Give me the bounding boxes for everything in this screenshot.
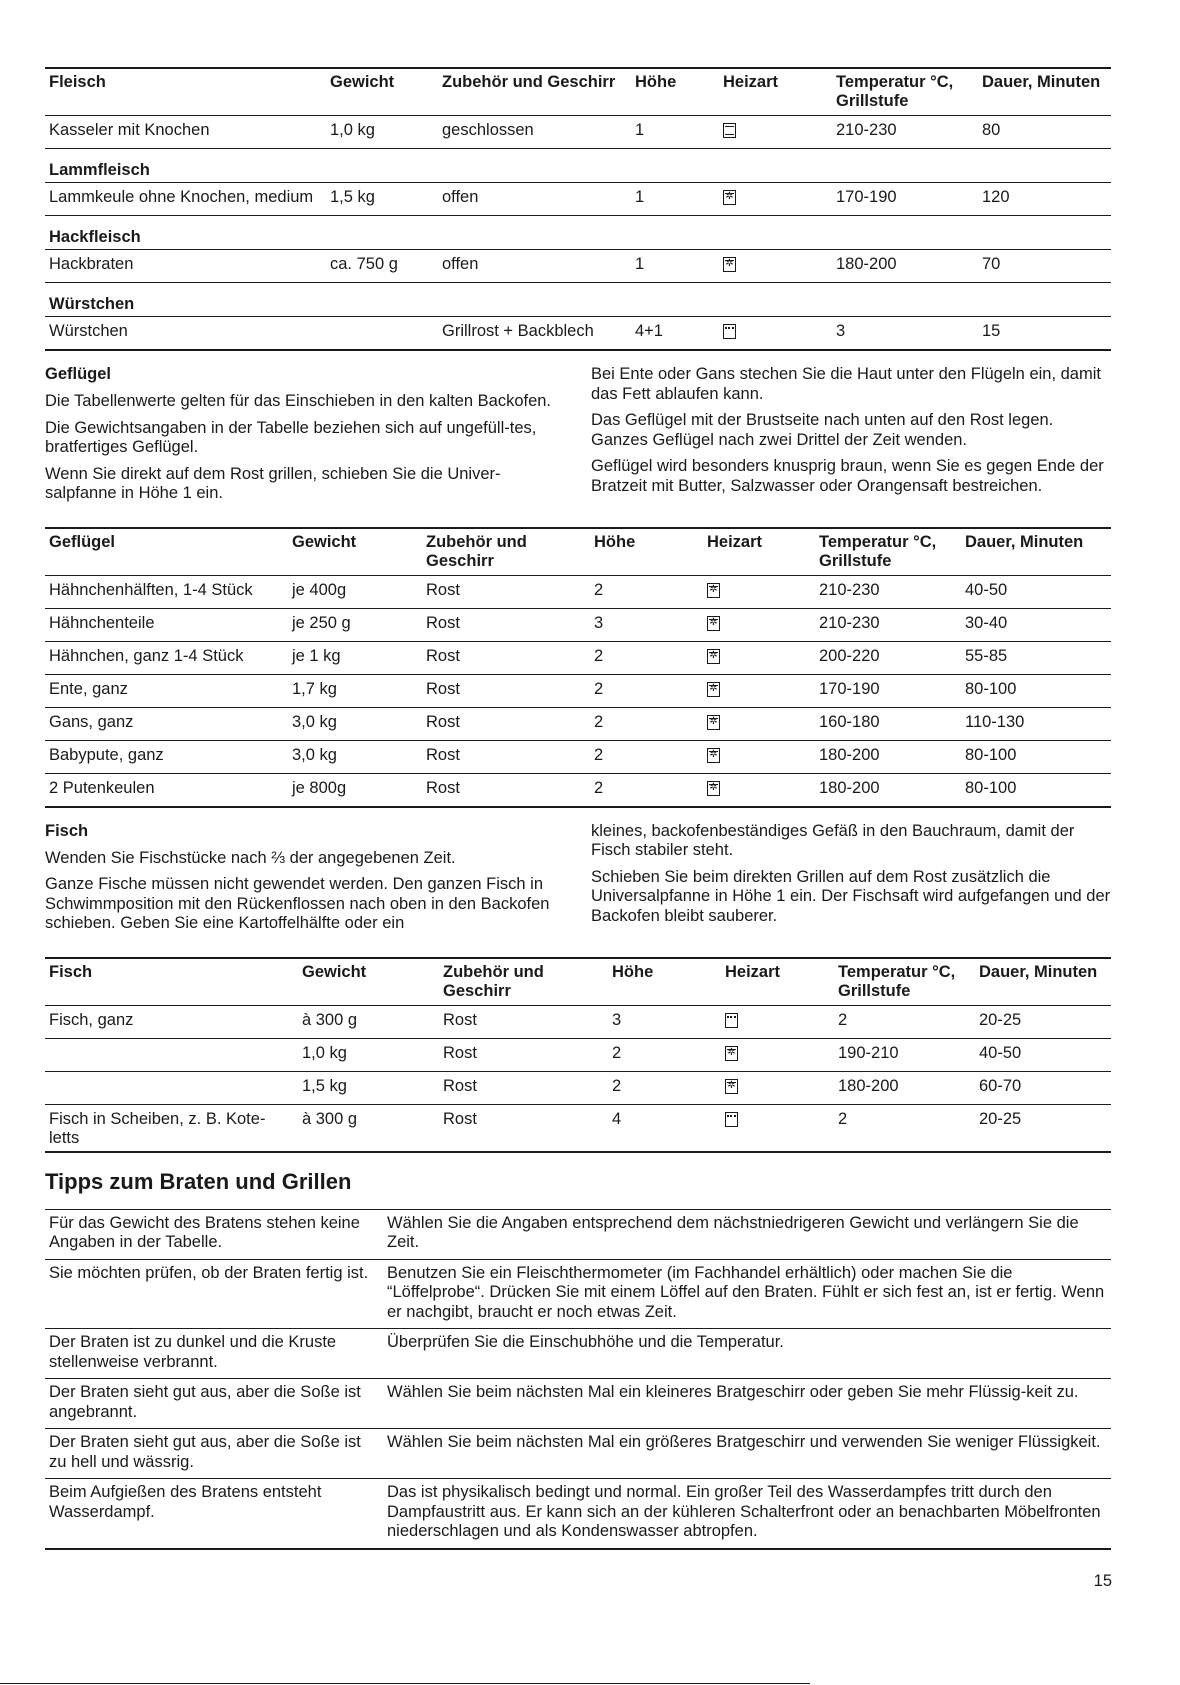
cell-level: 1 bbox=[635, 255, 645, 273]
page-number: 15 bbox=[1093, 1572, 1112, 1590]
page bbox=[45, 67, 1111, 1550]
poultry-intro-left bbox=[45, 365, 565, 511]
cell-time: 70 bbox=[982, 255, 1001, 273]
paragraph: Wenden Sie Fischstücke nach ⅔ der angegebenen Zeit. bbox=[45, 848, 456, 867]
meat-table bbox=[45, 67, 1111, 351]
col-header: Heizart bbox=[725, 962, 781, 981]
tip-row bbox=[45, 1379, 1111, 1429]
cell-level: 3 bbox=[594, 613, 604, 632]
cell-heat bbox=[721, 1038, 834, 1071]
col-header: Fisch bbox=[49, 962, 93, 981]
poultry-table-header bbox=[45, 528, 1111, 576]
col-header: Zubehör und Geschirr bbox=[442, 73, 616, 91]
cell-level: 2 bbox=[594, 778, 604, 797]
circulated-grill-icon bbox=[707, 649, 720, 664]
col-header: Heizart bbox=[707, 532, 763, 551]
cell-time: 80-100 bbox=[965, 778, 1017, 797]
paragraph: Geflügel wird besonders knusprig braun, wenn Sie es gegen Ende der Bratzeit mit Butter, Salzwasser oder Orangensaft bestreichen. bbox=[591, 457, 1104, 495]
cell-weight: je 250 g bbox=[292, 613, 351, 632]
col-header: Fleisch bbox=[49, 73, 106, 91]
cell-name: Hackbraten bbox=[49, 255, 134, 273]
cell-name: Würstchen bbox=[49, 322, 128, 340]
cell-weight: 1,5 kg bbox=[302, 1076, 347, 1095]
col-header: Höhe bbox=[594, 532, 636, 551]
cell-heat bbox=[703, 674, 815, 707]
cell-temp: 180-200 bbox=[819, 745, 880, 764]
cell-weight: 1,0 kg bbox=[330, 121, 375, 139]
grill-icon bbox=[725, 1112, 738, 1127]
cell-heat bbox=[703, 641, 815, 674]
cell-accessory: Grillrost + Backblech bbox=[442, 322, 594, 340]
tip-problem: Der Braten sieht gut aus, aber die Soße ist angebrannt. bbox=[49, 1383, 361, 1421]
cell-name: Hähnchenhälften, 1-4 Stück bbox=[49, 580, 253, 599]
cell-accessory: Rost bbox=[426, 778, 460, 797]
paragraph: Das Geflügel mit der Brustseite nach unten auf den Rost legen. Ganzes Geflügel nach zwei Drittel der Zeit wenden. bbox=[591, 411, 1054, 449]
fish-intro-left bbox=[45, 822, 565, 941]
col-header: Temperatur °C, Grillstufe bbox=[836, 73, 954, 110]
cell-temp: 180-200 bbox=[836, 255, 897, 273]
cell-heat bbox=[703, 575, 815, 608]
cell-accessory: Rost bbox=[443, 1010, 477, 1029]
cell-level: 1 bbox=[635, 121, 645, 139]
circulated-grill-icon bbox=[707, 748, 720, 763]
cell-temp: 170-190 bbox=[836, 188, 897, 206]
cell-weight: 1,5 kg bbox=[330, 188, 375, 206]
table-row bbox=[45, 1005, 1111, 1038]
cell-heat bbox=[703, 707, 815, 740]
table-row bbox=[45, 608, 1111, 641]
cell-weight: 1,0 kg bbox=[302, 1043, 347, 1062]
cell-heat bbox=[703, 608, 815, 641]
table-row bbox=[45, 1038, 1111, 1071]
tip-solution: Wählen Sie beim nächsten Mal ein kleineres Bratgeschirr oder geben Sie mehr Flüssig-keit zu. bbox=[387, 1383, 1079, 1401]
cell-name: Hähnchen, ganz 1-4 Stück bbox=[49, 646, 244, 665]
col-header: Heizart bbox=[723, 73, 779, 91]
cell-accessory: Rost bbox=[426, 613, 460, 632]
cell-temp: 210-230 bbox=[819, 580, 880, 599]
table-row bbox=[45, 674, 1111, 707]
cell-heat bbox=[703, 740, 815, 773]
col-header: Gewicht bbox=[292, 532, 357, 551]
col-header: Gewicht bbox=[302, 962, 367, 981]
cell-time: 120 bbox=[982, 188, 1010, 206]
cell-time: 60-70 bbox=[979, 1076, 1022, 1095]
cell-heat bbox=[721, 1071, 834, 1104]
poultry-table bbox=[45, 527, 1111, 808]
cell-weight: je 400g bbox=[292, 580, 347, 599]
table-row bbox=[45, 575, 1111, 608]
cell-weight: je 1 kg bbox=[292, 646, 341, 665]
cell-level: 2 bbox=[612, 1076, 622, 1095]
cell-level: 1 bbox=[635, 188, 645, 206]
circulated-grill-icon bbox=[725, 1046, 738, 1061]
cell-accessory: Rost bbox=[426, 646, 460, 665]
circulated-grill-icon bbox=[707, 781, 720, 796]
cell-accessory: offen bbox=[442, 255, 479, 273]
paragraph: Schieben Sie beim direkten Grillen auf dem Rost zusätzlich die Universalpfanne in Höhe 1 ein. Der Fischsaft wird aufgefangen und der Backofen bleibt sauberer. bbox=[591, 867, 1111, 925]
top-bottom-heat-icon bbox=[723, 123, 736, 138]
cell-level: 2 bbox=[594, 712, 604, 731]
cell-weight: 3,0 kg bbox=[292, 745, 337, 764]
cell-weight bbox=[326, 317, 438, 351]
tip-row bbox=[45, 1429, 1111, 1479]
paragraph: Die Gewichtsangaben in der Tabelle beziehen sich auf ungefüll-tes, bratfertiges Geflügel. bbox=[45, 418, 537, 456]
table-row bbox=[45, 1104, 1111, 1152]
section-heading: Fisch bbox=[45, 821, 89, 840]
meat-table-header bbox=[45, 68, 1111, 116]
cell-level: 4+1 bbox=[635, 322, 663, 340]
cell-accessory: Rost bbox=[426, 745, 460, 764]
cell-name: Hähnchenteile bbox=[49, 613, 155, 632]
cell-time: 20-25 bbox=[979, 1010, 1022, 1029]
cell-name: 2 Putenkeulen bbox=[49, 778, 155, 797]
col-header: Temperatur °C, Grillstufe bbox=[819, 532, 937, 570]
cell-accessory: Rost bbox=[426, 580, 460, 599]
fish-intro bbox=[45, 822, 1111, 941]
category-label: Lammfleisch bbox=[45, 149, 1111, 183]
cell-level: 2 bbox=[612, 1043, 622, 1062]
cell-temp: 160-180 bbox=[819, 712, 880, 731]
tip-row bbox=[45, 1329, 1111, 1379]
cell-accessory: Rost bbox=[443, 1043, 477, 1062]
table-row bbox=[45, 250, 1111, 283]
cell-name: Babypute, ganz bbox=[49, 745, 164, 764]
cell-heat bbox=[719, 116, 832, 149]
tip-problem: Beim Aufgießen des Bratens entsteht Wasserdampf. bbox=[49, 1483, 322, 1521]
table-row bbox=[45, 116, 1111, 149]
poultry-intro bbox=[45, 365, 1111, 511]
cell-heat bbox=[721, 1104, 834, 1152]
tip-problem: Der Braten sieht gut aus, aber die Soße ist zu hell und wässrig. bbox=[49, 1433, 361, 1471]
circulated-grill-icon bbox=[723, 257, 736, 272]
category-label: Hackfleisch bbox=[45, 216, 1111, 250]
table-row bbox=[45, 317, 1111, 351]
circulated-grill-icon bbox=[707, 682, 720, 697]
cell-temp: 190-210 bbox=[838, 1043, 899, 1062]
circulated-grill-icon bbox=[707, 616, 720, 631]
table-row bbox=[45, 773, 1111, 807]
tips-heading: Tipps zum Braten und Grillen bbox=[45, 1168, 352, 1194]
circulated-grill-icon bbox=[723, 190, 736, 205]
cell-name: Fisch in Scheiben, z. B. Kote-letts bbox=[49, 1109, 266, 1147]
table-row bbox=[45, 1071, 1111, 1104]
cell-accessory: Rost bbox=[443, 1076, 477, 1095]
cell-name: Fisch, ganz bbox=[49, 1010, 134, 1029]
cell-heat bbox=[721, 1005, 834, 1038]
cell-temp: 180-200 bbox=[838, 1076, 899, 1095]
cell-accessory: offen bbox=[442, 188, 479, 206]
tip-problem: Der Braten ist zu dunkel und die Kruste stellenweise verbrannt. bbox=[49, 1333, 337, 1371]
cell-level: 2 bbox=[594, 745, 604, 764]
cell-temp: 180-200 bbox=[819, 778, 880, 797]
cell-level: 2 bbox=[594, 646, 604, 665]
grill-icon bbox=[723, 324, 736, 339]
cell-level: 2 bbox=[594, 679, 604, 698]
cell-time: 30-40 bbox=[965, 613, 1008, 632]
tip-solution: Das ist physikalisch bedingt und normal. Ein großer Teil des Wasserdampfes tritt durch den Dampfaustritt aus. Er kann sich an der kühleren Schalterfront oder an benachbarten Möbelfronten niederschlagen und als Kondenswasser abtropfen. bbox=[387, 1483, 1101, 1540]
cell-name: Gans, ganz bbox=[49, 712, 134, 731]
cell-level: 4 bbox=[612, 1109, 622, 1128]
paragraph: kleines, backofenbeständiges Gefäß in den Bauchraum, damit der Fisch stabiler steht. bbox=[591, 821, 1075, 859]
cell-heat bbox=[703, 773, 815, 807]
tip-problem: Sie möchten prüfen, ob der Braten fertig ist. bbox=[49, 1263, 369, 1282]
tip-solution: Überprüfen Sie die Einschubhöhe und die Temperatur. bbox=[387, 1333, 784, 1351]
col-header: Höhe bbox=[635, 73, 677, 91]
fish-table-header bbox=[45, 958, 1111, 1006]
cell-weight: 1,7 kg bbox=[292, 679, 337, 698]
tip-row bbox=[45, 1209, 1111, 1259]
category-row bbox=[45, 216, 1111, 250]
cell-time: 80-100 bbox=[965, 679, 1017, 698]
cell-name: Kasseler mit Knochen bbox=[49, 121, 210, 139]
tip-row bbox=[45, 1479, 1111, 1549]
cell-weight: ca. 750 g bbox=[330, 255, 398, 273]
col-header: Höhe bbox=[612, 962, 654, 981]
cell-name bbox=[45, 1038, 298, 1071]
category-label: Würstchen bbox=[45, 283, 1111, 317]
bottom-divider bbox=[0, 1683, 810, 1684]
cell-time: 40-50 bbox=[965, 580, 1008, 599]
tip-problem: Für das Gewicht des Bratens stehen keine Angaben in der Tabelle. bbox=[49, 1213, 360, 1251]
category-row bbox=[45, 149, 1111, 183]
cell-temp: 210-230 bbox=[819, 613, 880, 632]
cell-temp: 210-230 bbox=[836, 121, 897, 139]
col-header: Gewicht bbox=[330, 73, 395, 91]
col-header: Geflügel bbox=[49, 532, 116, 551]
table-row bbox=[45, 183, 1111, 216]
cell-weight: à 300 g bbox=[302, 1109, 358, 1128]
cell-accessory: geschlossen bbox=[442, 121, 534, 139]
col-header: Temperatur °C, Grillstufe bbox=[838, 962, 956, 1000]
fish-table bbox=[45, 957, 1111, 1153]
cell-heat bbox=[719, 317, 832, 351]
cell-name: Ente, ganz bbox=[49, 679, 128, 698]
cell-temp: 200-220 bbox=[819, 646, 880, 665]
cell-name: Lammkeule ohne Knochen, medium bbox=[49, 188, 314, 206]
section-heading: Geflügel bbox=[45, 365, 112, 383]
tip-solution: Wählen Sie beim nächsten Mal ein größeres Bratgeschirr und verwenden Sie weniger Flüssigkeit. bbox=[387, 1433, 1101, 1451]
circulated-grill-icon bbox=[725, 1079, 738, 1094]
col-header: Dauer, Minuten bbox=[979, 962, 1098, 981]
cell-weight: à 300 g bbox=[302, 1010, 358, 1029]
cell-accessory: Rost bbox=[443, 1109, 477, 1128]
cell-time: 80 bbox=[982, 121, 1001, 139]
col-header: Dauer, Minuten bbox=[982, 73, 1101, 91]
grill-icon bbox=[725, 1013, 738, 1028]
circulated-grill-icon bbox=[707, 715, 720, 730]
circulated-grill-icon bbox=[707, 583, 720, 598]
table-row bbox=[45, 707, 1111, 740]
paragraph: Die Tabellenwerte gelten für das Einschieben in den kalten Backofen. bbox=[45, 392, 552, 410]
cell-time: 55-85 bbox=[965, 646, 1008, 665]
cell-temp: 2 bbox=[838, 1109, 848, 1128]
cell-time: 20-25 bbox=[979, 1109, 1022, 1128]
cell-temp: 170-190 bbox=[819, 679, 880, 698]
cell-time: 15 bbox=[982, 322, 1001, 340]
cell-heat bbox=[719, 250, 832, 283]
tip-solution: Benutzen Sie ein Fleischthermometer (im Fachhandel erhältlich) oder machen Sie die “Löffelprobe“. Drücken Sie mit einem Löffel auf den Braten. Fühlt er sich fest an, ist er fertig. Wenn er nachgibt, braucht er noch etwas Zeit. bbox=[387, 1263, 1105, 1321]
cell-name bbox=[45, 1071, 298, 1104]
col-header: Dauer, Minuten bbox=[965, 532, 1084, 551]
cell-time: 110-130 bbox=[965, 712, 1025, 731]
cell-heat bbox=[719, 183, 832, 216]
cell-temp: 3 bbox=[836, 322, 846, 340]
tip-solution: Wählen Sie die Angaben entsprechend dem nächstniedrigeren Gewicht und verlängern Sie die Zeit. bbox=[387, 1213, 1079, 1251]
paragraph: Ganze Fische müssen nicht gewendet werden. Den ganzen Fisch in Schwimmposition mit den Rückenflossen nach oben in den Backofen schieben. Geben Sie eine Kartoffelhälfte oder ein bbox=[45, 875, 550, 932]
category-row bbox=[45, 283, 1111, 317]
cell-time: 80-100 bbox=[965, 745, 1017, 764]
tip-row bbox=[45, 1259, 1111, 1329]
cell-level: 3 bbox=[612, 1010, 622, 1029]
cell-accessory: Rost bbox=[426, 679, 460, 698]
table-row bbox=[45, 641, 1111, 674]
cell-weight: 3,0 kg bbox=[292, 712, 337, 731]
tips-table bbox=[45, 1209, 1111, 1550]
paragraph: Wenn Sie direkt auf dem Rost grillen, schieben Sie die Univer-salpfanne in Höhe 1 ein. bbox=[45, 464, 501, 502]
fish-intro-right bbox=[591, 822, 1111, 941]
cell-level: 2 bbox=[594, 580, 604, 599]
poultry-intro-right bbox=[591, 365, 1111, 511]
cell-time: 40-50 bbox=[979, 1043, 1022, 1062]
cell-temp: 2 bbox=[838, 1010, 848, 1029]
col-header: Zubehör und Geschirr bbox=[443, 962, 544, 1000]
cell-weight: je 800g bbox=[292, 778, 347, 797]
cell-accessory: Rost bbox=[426, 712, 460, 731]
table-row bbox=[45, 740, 1111, 773]
col-header: Zubehör und Geschirr bbox=[426, 532, 527, 570]
paragraph: Bei Ente oder Gans stechen Sie die Haut unter den Flügeln ein, damit das Fett ablaufen kann. bbox=[591, 365, 1101, 403]
